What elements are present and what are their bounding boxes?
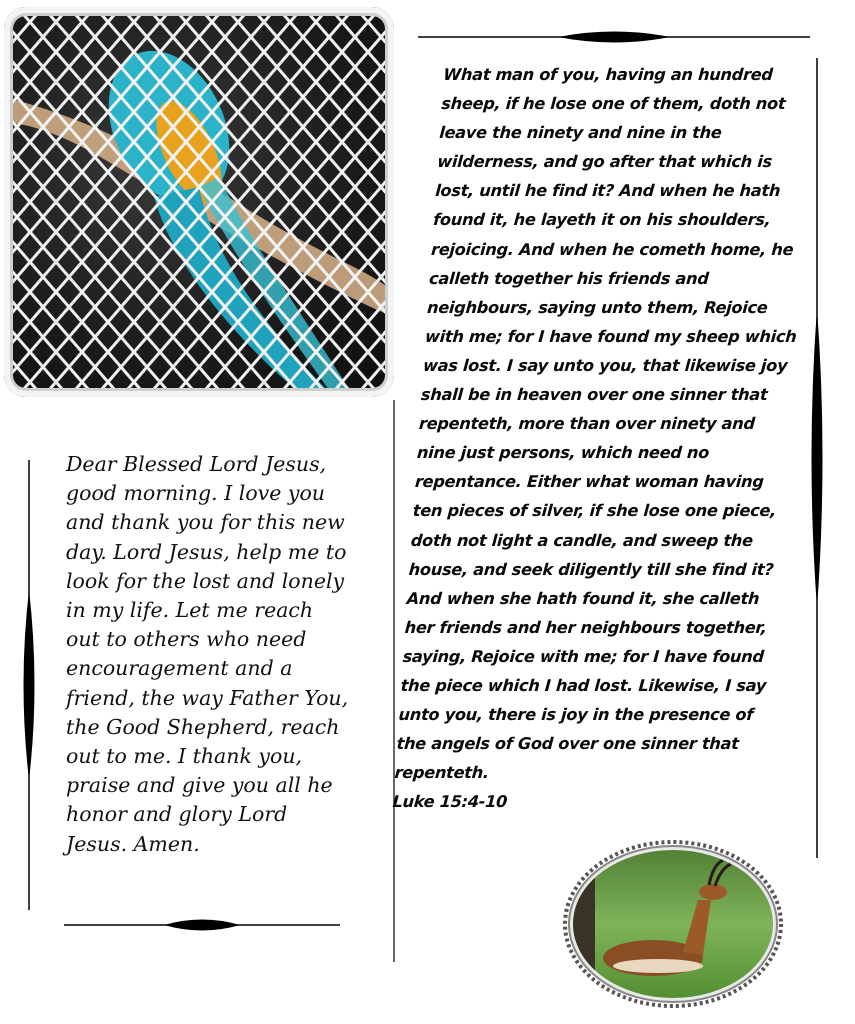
- parrot-photo: [4, 7, 394, 397]
- antelope-photo: [563, 840, 783, 1008]
- prayer-text: Dear Blessed Lord Jesus, good morning. I love you and thank you for this new day. Lord Jesus, help me to look for the lost and lonely in my life. Let me reach out to others who need encouragement and a friend, the way Father You, the Good Shepherd, reach out to me. I thank you, praise and give you all he honor and glory Lord Jesus. Amen.: [66, 452, 349, 856]
- left-vertical-ornament: [18, 460, 40, 910]
- photo-frame: [4, 7, 394, 397]
- middle-vertical-divider: [388, 400, 400, 962]
- scripture-text: What man of you, having an hundred sheep, if he lose one of them, doth not leave the ninety and nine in the wilderness, and go after that which is lost, until he find it? And when he hath found it, he layeth it on his shoulders, rejoicing. And when he cometh home, he calleth together his friends and neighbours, saying unto them, Rejoice with me; for I have found my sheep which was lost. I say unto you, that likewise joy shall be in heaven over one sinner that repenteth, more than over ninety and nine just persons, which need no repentance. Either what woman having ten pieces of silver, if she lose one piece, doth not light a candle, and sweep the house, and seek diligently till she find it? And when she hath found it, she calleth her friends and her neighbours together, saying, Rejoice with me; for I have found the piece which I had lost. Likewise, I say unto you, there is joy in the presence of the angels of God over one sinner that repenteth.: [393, 65, 798, 783]
- bottom-left-ornament-divider: [64, 914, 340, 936]
- scripture-reference: Luke 15:4-10: [391, 792, 508, 812]
- top-right-ornament-divider: [418, 26, 810, 48]
- scripture-block: [392, 60, 820, 816]
